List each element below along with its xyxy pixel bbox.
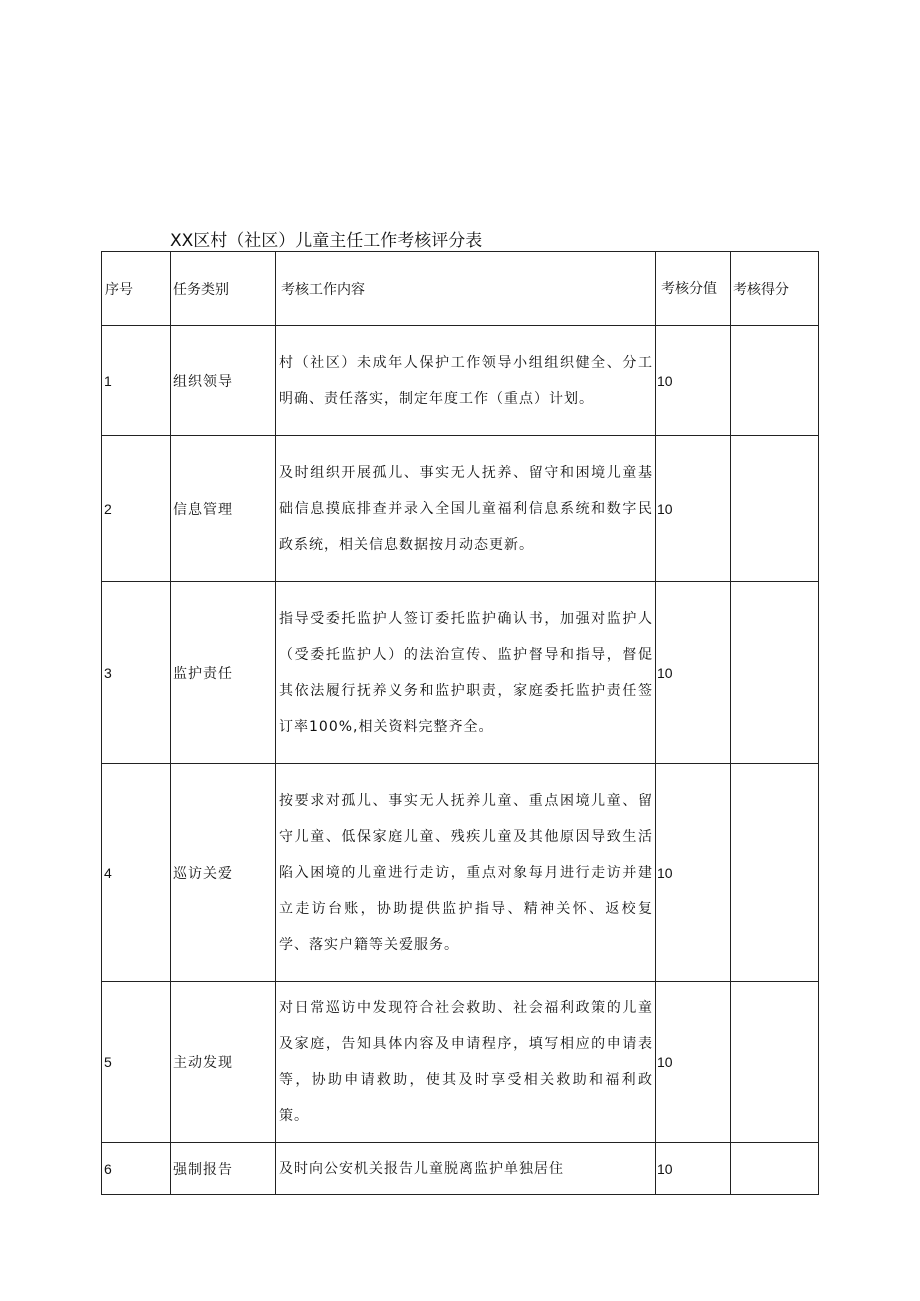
row-seq: 5 xyxy=(102,982,171,1143)
row-category: 信息管理 xyxy=(171,436,276,582)
evaluation-table xyxy=(101,251,819,1195)
row-seq: 3 xyxy=(102,582,171,764)
row-content: 及时向公安机关报告儿童脱离监护单独居住 xyxy=(276,1143,656,1195)
row-category: 主动发现 xyxy=(171,982,276,1143)
row-score[interactable] xyxy=(731,582,819,764)
row-content: 村（社区）未成年人保护工作领导小组组织健全、分工明确、责任落实，制定年度工作（重点）计划。 xyxy=(276,326,656,436)
header-value: 考核分值 xyxy=(656,252,731,326)
header-seq: 序号 xyxy=(102,252,171,326)
row-seq: 1 xyxy=(102,326,171,436)
row-category: 监护责任 xyxy=(171,582,276,764)
page-title: XX区村（社区）儿童主任工作考核评分表 xyxy=(170,231,483,251)
header-category: 任务类别 xyxy=(171,252,276,326)
row-value: 10 xyxy=(656,982,731,1143)
header-row xyxy=(102,252,819,326)
header-content: 考核工作内容 xyxy=(276,252,656,326)
row-score[interactable] xyxy=(731,436,819,582)
row-seq: 4 xyxy=(102,764,171,982)
row-value: 10 xyxy=(656,1143,731,1195)
table-row xyxy=(102,436,819,582)
row-score[interactable] xyxy=(731,764,819,982)
row-value: 10 xyxy=(656,326,731,436)
table-row xyxy=(102,1143,819,1195)
row-value: 10 xyxy=(656,764,731,982)
row-score[interactable] xyxy=(731,982,819,1143)
row-value: 10 xyxy=(656,582,731,764)
row-score[interactable] xyxy=(731,1143,819,1195)
row-content: 按要求对孤儿、事实无人抚养儿童、重点困境儿童、留守儿童、低保家庭儿童、残疾儿童及其他原因导致生活陷入困境的儿童进行走访，重点对象每月进行走访并建立走访台账，协助提供监护指导、精神关怀、返校复学、落实户籍等关爱服务。 xyxy=(276,764,656,982)
row-value: 10 xyxy=(656,436,731,582)
row-content: 对日常巡访中发现符合社会救助、社会福利政策的儿童及家庭，告知具体内容及申请程序，填写相应的申请表等，协助申请救助，使其及时享受相关救助和福利政策。 xyxy=(276,982,656,1143)
table-row xyxy=(102,326,819,436)
table-row xyxy=(102,582,819,764)
row-category: 组织领导 xyxy=(171,326,276,436)
row-content: 及时组织开展孤儿、事实无人抚养、留守和困境儿童基础信息摸底排查并录入全国儿童福利信息系统和数字民政系统，相关信息数据按月动态更新。 xyxy=(276,436,656,582)
table-row xyxy=(102,764,819,982)
table-row xyxy=(102,982,819,1143)
row-score[interactable] xyxy=(731,326,819,436)
row-seq: 2 xyxy=(102,436,171,582)
row-category: 强制报告 xyxy=(171,1143,276,1195)
row-content: 指导受委托监护人签订委托监护确认书，加强对监护人（受委托监护人）的法治宣传、监护督导和指导，督促其依法履行抚养义务和监护职责，家庭委托监护责任签订率100%,相关资料完整齐全。 xyxy=(276,582,656,764)
row-seq: 6 xyxy=(102,1143,171,1195)
header-score: 考核得分 xyxy=(731,252,819,326)
row-category: 巡访关爱 xyxy=(171,764,276,982)
